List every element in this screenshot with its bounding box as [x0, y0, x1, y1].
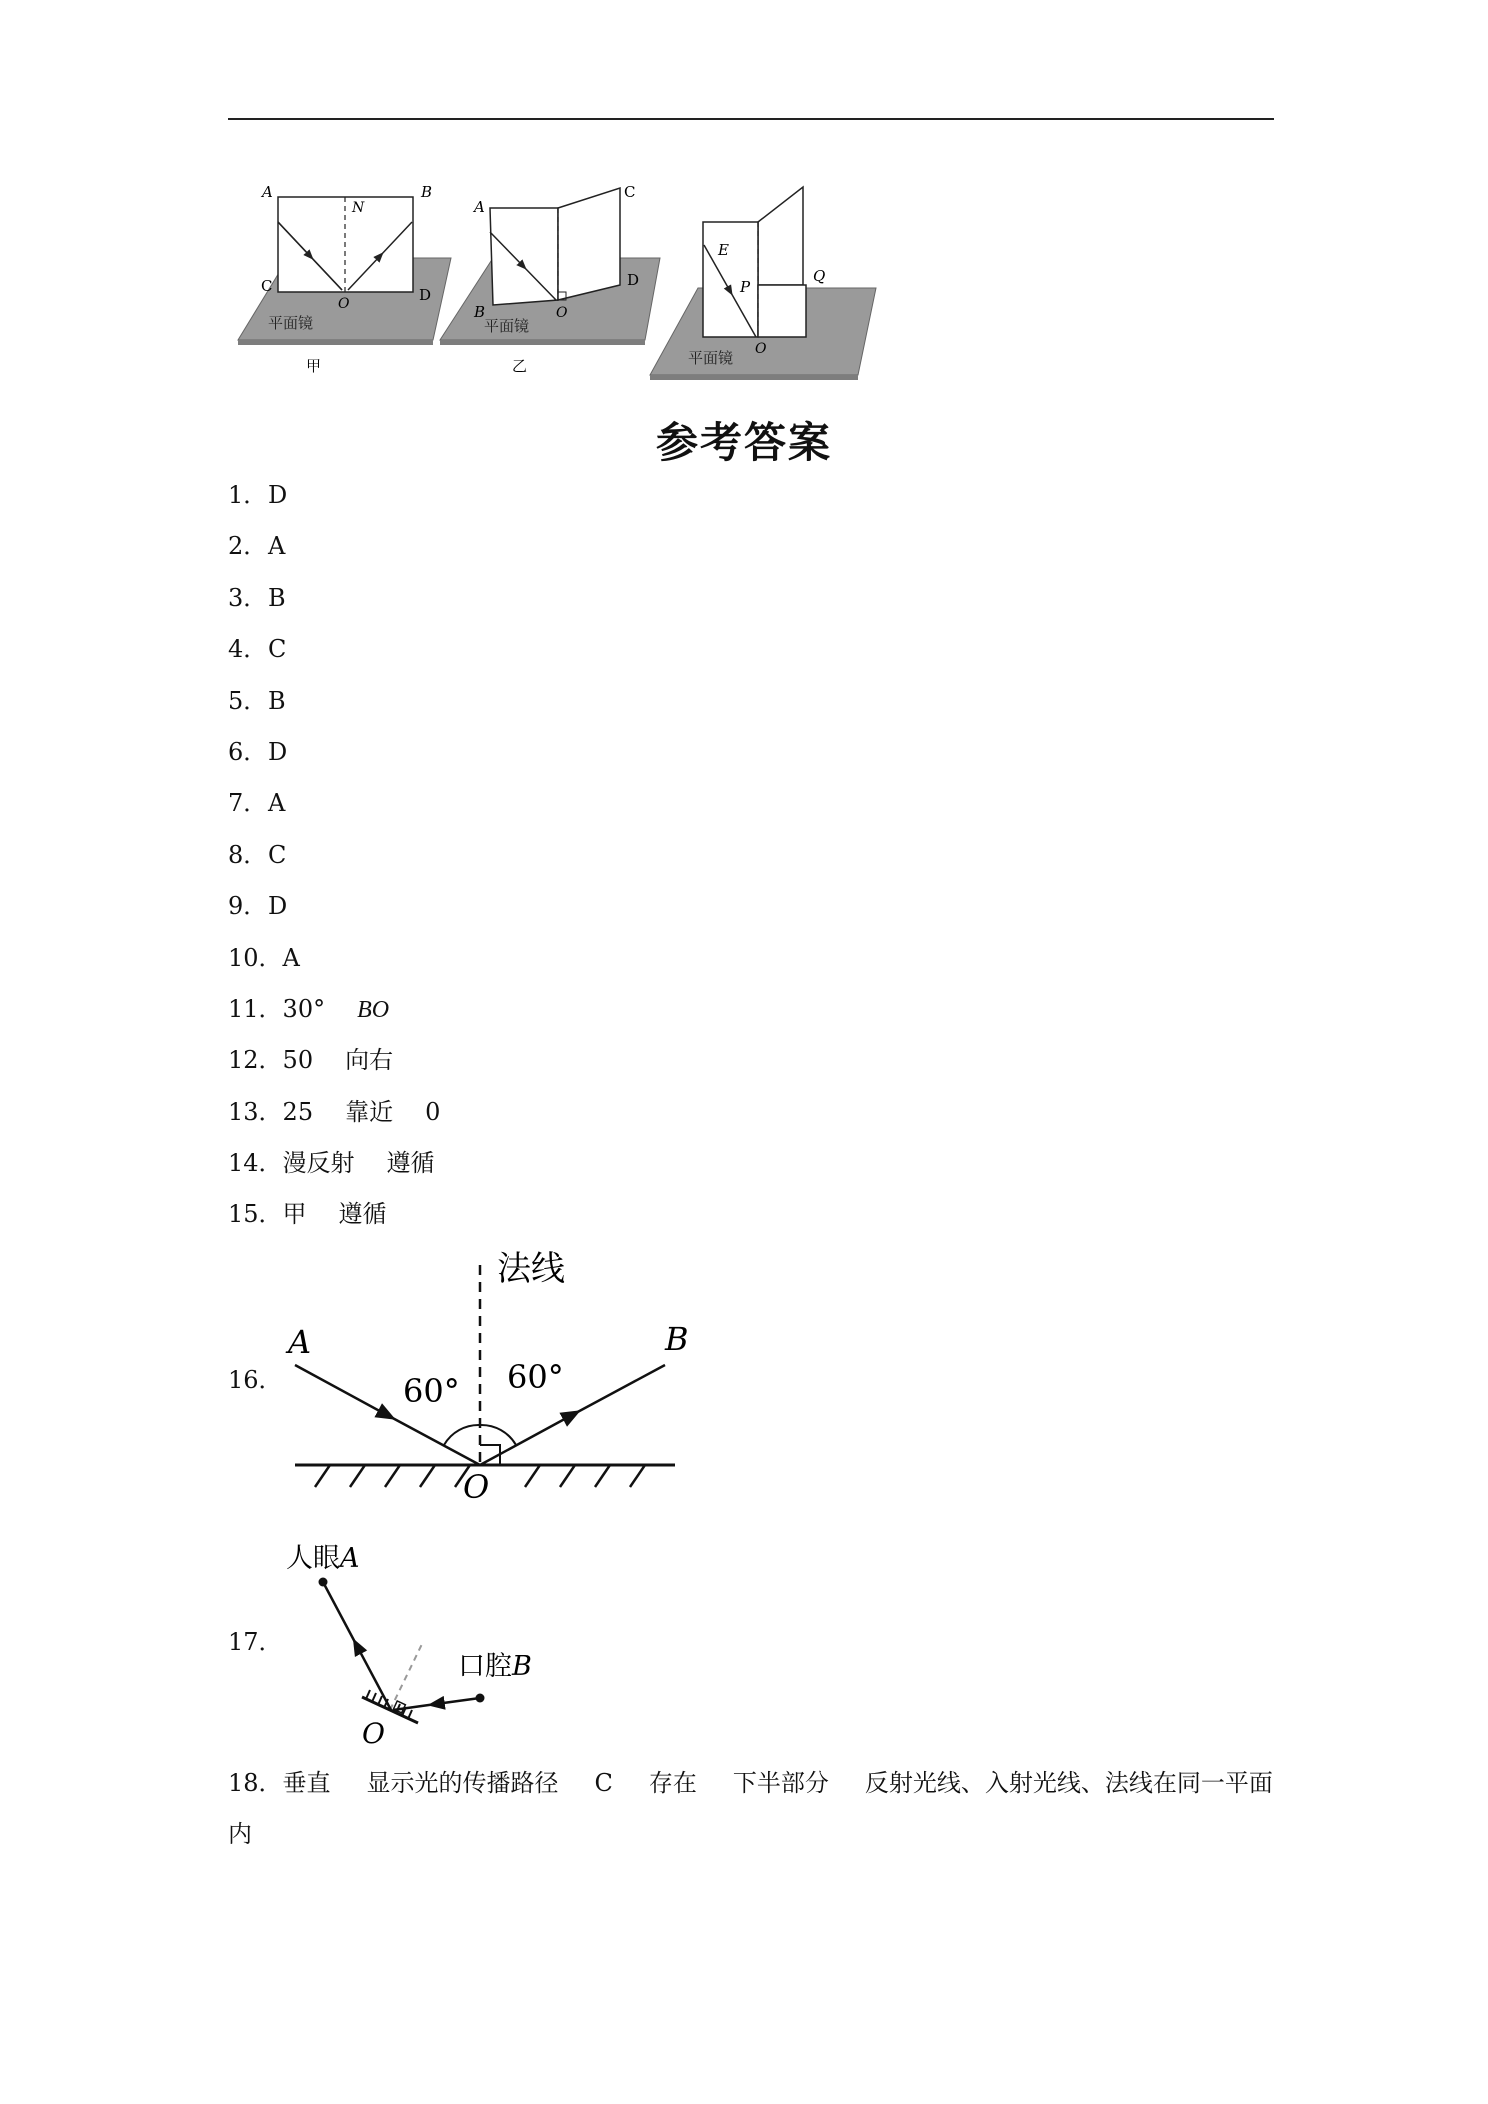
- answer-item: 14．漫反射 遵循: [228, 1149, 435, 1178]
- answer-item: 6．D: [228, 737, 288, 766]
- label-q-bing: Q: [813, 267, 826, 285]
- answer-item: 12．50 向右: [228, 1046, 394, 1075]
- header-rule: [228, 118, 1274, 120]
- label-d-yi: D: [627, 271, 640, 289]
- label-p-bing: P: [740, 278, 751, 296]
- point-a-label: A: [288, 1323, 312, 1361]
- label-o-jia: O: [338, 296, 350, 312]
- q17-reflection-diagram: [280, 1530, 570, 1750]
- q18-answer: 18．垂直 显示光的传播路径 C 存在 下半部分 反射光线、入射光线、法线在同一平面内: [228, 1769, 1273, 1848]
- normal-label: 法线: [497, 1250, 565, 1289]
- eye-point-label: A: [340, 1543, 360, 1574]
- answer-item: 13．25 靠近 0: [228, 1097, 441, 1126]
- figure-yi: [440, 183, 660, 375]
- answer-item: 10．A: [228, 943, 300, 972]
- answer-item: 2．A: [228, 532, 286, 561]
- answer-item: 9．D: [228, 892, 288, 921]
- caption-jia: 甲: [306, 357, 322, 375]
- answer-item: 3．B: [228, 583, 286, 612]
- point-b-label: B: [665, 1320, 689, 1358]
- answer-item: 5．B: [228, 686, 286, 715]
- answer-item: 4．C: [228, 635, 287, 664]
- figure-bing: [650, 187, 876, 380]
- label-o-bing: O: [755, 341, 767, 357]
- answer-item: 1．D: [228, 481, 288, 509]
- label-c-jia: C: [261, 277, 273, 295]
- mouth-label: 口腔: [458, 1651, 512, 1682]
- mirror-label-yi: 平面镜: [484, 317, 530, 335]
- q17-number: 17．: [228, 1628, 283, 1656]
- label-a-yi: A: [474, 198, 485, 216]
- label-e-bing: E: [718, 241, 729, 259]
- mouth-point-label: B: [512, 1651, 532, 1682]
- answer-item: 15．甲 遵循: [228, 1200, 387, 1229]
- point-o-label: O: [463, 1468, 490, 1506]
- answer-item: 7．A: [228, 789, 286, 818]
- angle-reflection-label: 60°: [507, 1358, 564, 1396]
- mirror-label-bing: 平面镜: [688, 349, 734, 367]
- answer-list: [228, 470, 440, 1241]
- eye-label: 人眼: [286, 1543, 340, 1574]
- q16-number: 16．: [228, 1366, 283, 1394]
- answer-item: 8．C: [228, 840, 287, 869]
- q16-reflection-diagram: [285, 1250, 705, 1510]
- answer-item: 11．30° BO: [228, 994, 390, 1023]
- label-d-jia: D: [419, 286, 432, 304]
- label-b-jia: B: [421, 183, 433, 201]
- mirror-label-jia: 平面镜: [268, 314, 314, 332]
- label-c-yi: C: [624, 183, 636, 201]
- point-o-label: O: [362, 1717, 385, 1750]
- angle-incidence-label: 60°: [403, 1372, 460, 1410]
- label-o-yi: O: [556, 305, 568, 321]
- caption-yi: 乙: [512, 357, 528, 375]
- label-b-yi: B: [474, 303, 486, 321]
- figure-jia: [238, 183, 451, 375]
- label-a-jia: A: [262, 183, 273, 201]
- page-title: 参考答案: [655, 418, 832, 467]
- label-n-jia: N: [352, 200, 365, 216]
- reflection-experiment-figures: [228, 175, 908, 390]
